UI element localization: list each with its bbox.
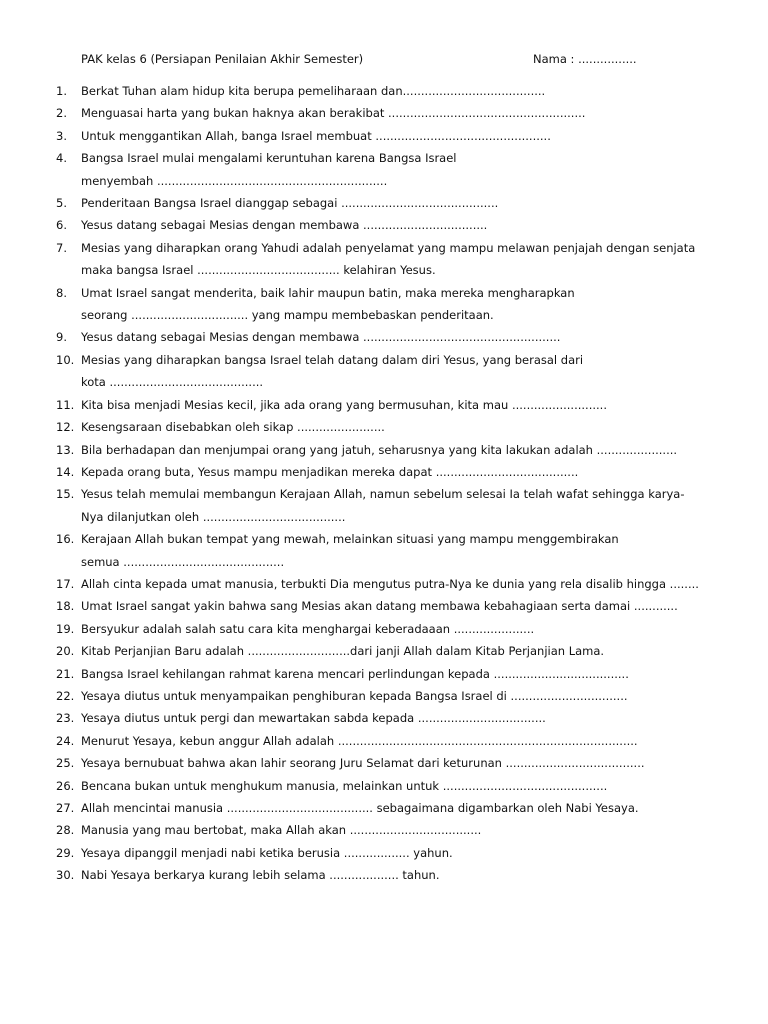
question-number: 30. (56, 868, 75, 883)
question-item (0, 640, 768, 662)
question-text-line: Bersyukur adalah salah satu cara kita menghargai keberadaaan ...................... (81, 621, 535, 636)
question-number: 15. (56, 487, 75, 502)
question-item (0, 416, 768, 438)
student-name-field[interactable]: Nama : ................ (533, 52, 637, 66)
question-text-line: semua ............................................ (81, 554, 285, 569)
question-number: 12. (56, 420, 75, 435)
question-item (0, 707, 768, 729)
question-item (0, 595, 768, 617)
question-text-line: Yesus telah memulai membangun Kerajaan Allah, namun sebelum selesai Ia telah wafat sehingga karya- (81, 487, 685, 502)
question-item (0, 349, 768, 394)
question-item (0, 842, 768, 864)
question-text-line: Bila berhadapan dan menjumpai orang yang jatuh, seharusnya yang kita lakukan adalah ...................... (81, 442, 678, 457)
question-number: 24. (56, 733, 75, 748)
question-item (0, 102, 768, 124)
question-text-line: Bencana bukan untuk menghukum manusia, melainkan untuk ............................................. (81, 778, 608, 793)
question-text-line: Mesias yang diharapkan bangsa Israel telah datang dalam diri Yesus, yang berasal dari (81, 352, 584, 367)
question-number: 8. (56, 285, 67, 300)
question-list (0, 80, 768, 887)
question-text-line: Kepada orang buta, Yesus mampu menjadikan mereka dapat ....................................... (81, 464, 579, 479)
question-text-line: Mesias yang diharapkan orang Yahudi adalah penyelamat yang mampu melawan penjajah dengan senjata (81, 240, 696, 255)
question-number: 9. (56, 330, 67, 345)
question-text-line: Kitab Perjanjian Baru adalah ............................dari janji Allah dalam Kitab Perjanjian Lama. (81, 644, 605, 659)
question-number: 23. (56, 711, 75, 726)
question-number: 10. (56, 352, 75, 367)
question-item (0, 192, 768, 214)
question-number: 26. (56, 778, 75, 793)
question-number: 13. (56, 442, 75, 457)
question-item (0, 326, 768, 348)
question-item (0, 237, 768, 282)
question-text-line: Manusia yang mau bertobat, maka Allah akan .................................... (81, 823, 482, 838)
question-item (0, 394, 768, 416)
question-text-line: Berkat Tuhan alam hidup kita berupa pemeliharaan dan....................................... (81, 84, 546, 98)
question-number: 5. (56, 196, 67, 211)
question-text-line: Umat Israel sangat menderita, baik lahir maupun batin, maka mereka mengharapkan (81, 285, 575, 300)
question-number: 19. (56, 621, 75, 636)
question-item (0, 214, 768, 236)
question-number: 21. (56, 666, 75, 681)
question-number: 11. (56, 397, 75, 412)
question-text-line: Yesaya dipanggil menjadi nabi ketika berusia .................. yahun. (81, 845, 453, 860)
question-text-line: Bangsa Israel kehilangan rahmat karena mencari perlindungan kepada ..................................... (81, 666, 629, 681)
question-text-line: Yesus datang sebagai Mesias dengan membawa ...................................................... (81, 330, 561, 345)
question-text-line: Nya dilanjutkan oleh ....................................... (81, 509, 346, 524)
question-item (0, 528, 768, 573)
question-text-line: kota .......................................... (81, 375, 264, 390)
question-text-line: Allah cinta kepada umat manusia, terbukti Dia mengutus putra-Nya ke dunia yang rela disalib hingga ........ (81, 576, 699, 591)
question-item (0, 483, 768, 528)
question-text-line: Kesengsaraan disebabkan oleh sikap ........................ (81, 420, 385, 435)
question-number: 2. (56, 106, 67, 121)
question-number: 22. (56, 688, 75, 703)
question-item (0, 819, 768, 841)
question-text-line: Kerajaan Allah bukan tempat yang mewah, melainkan situasi yang mampu menggembirakan (81, 532, 619, 547)
question-item (0, 864, 768, 886)
question-number: 28. (56, 823, 75, 838)
question-item (0, 618, 768, 640)
question-item (0, 147, 768, 192)
question-text-line: Yesaya bernubuat bahwa akan lahir seorang Juru Selamat dari keturunan ...................................... (81, 756, 645, 771)
question-text-line: Penderitaan Bangsa Israel dianggap sebagai ........................................... (81, 196, 499, 211)
question-item (0, 573, 768, 595)
question-number: 3. (56, 128, 67, 143)
question-item (0, 685, 768, 707)
question-text-line: Umat Israel sangat yakin bahwa sang Mesias akan datang membawa kebahagiaan serta damai ............ (81, 599, 678, 614)
question-text-line: Kita bisa menjadi Mesias kecil, jika ada orang yang bermusuhan, kita mau .......................... (81, 397, 607, 412)
question-text-line: Menurut Yesaya, kebun anggur Allah adalah .................................................................................. (81, 733, 638, 748)
question-item (0, 663, 768, 685)
question-text-line: Yesus datang sebagai Mesias dengan membawa .................................. (81, 218, 488, 233)
question-item (0, 282, 768, 327)
question-number: 25. (56, 756, 75, 771)
worksheet-header (81, 52, 741, 66)
question-number: 18. (56, 599, 75, 614)
question-text-line: maka bangsa Israel ....................................... kelahiran Yesus. (81, 263, 436, 278)
question-item (0, 730, 768, 752)
question-text-line: Menguasai harta yang bukan haknya akan berakibat ...................................................... (81, 106, 586, 121)
question-number: 1. (56, 84, 67, 98)
question-text-line: Bangsa Israel mulai mengalami keruntuhan karena Bangsa Israel (81, 151, 457, 166)
question-number: 14. (56, 464, 75, 479)
question-item (0, 80, 768, 102)
question-number: 29. (56, 845, 75, 860)
question-number: 6. (56, 218, 67, 233)
question-number: 16. (56, 532, 75, 547)
worksheet-title: PAK kelas 6 (Persiapan Penilaian Akhir Semester) (81, 52, 364, 66)
question-item (0, 125, 768, 147)
question-text-line: seorang ................................ yang mampu membebaskan penderitaan. (81, 308, 494, 323)
question-text-line: Yesaya diutus untuk pergi dan mewartakan sabda kepada ................................... (81, 711, 546, 726)
question-item (0, 752, 768, 774)
question-number: 17. (56, 576, 75, 591)
question-text-line: Yesaya diutus untuk menyampaikan penghiburan kepada Bangsa Israel di ................................ (81, 688, 628, 703)
question-item (0, 439, 768, 461)
question-text-line: Untuk menggantikan Allah, banga Israel membuat ................................................ (81, 128, 551, 143)
question-item (0, 797, 768, 819)
question-text-line: Allah mencintai manusia ........................................ sebagaimana digambarkan oleh Nabi Yesaya. (81, 801, 639, 815)
question-number: 4. (56, 151, 67, 166)
question-number: 27. (56, 801, 75, 815)
question-text-line: menyembah ............................................................... (81, 173, 388, 188)
question-number: 7. (56, 240, 67, 255)
question-text-line: Nabi Yesaya berkarya kurang lebih selama ................... tahun. (81, 868, 440, 883)
question-item (0, 775, 768, 797)
question-number: 20. (56, 644, 75, 659)
question-item (0, 461, 768, 483)
